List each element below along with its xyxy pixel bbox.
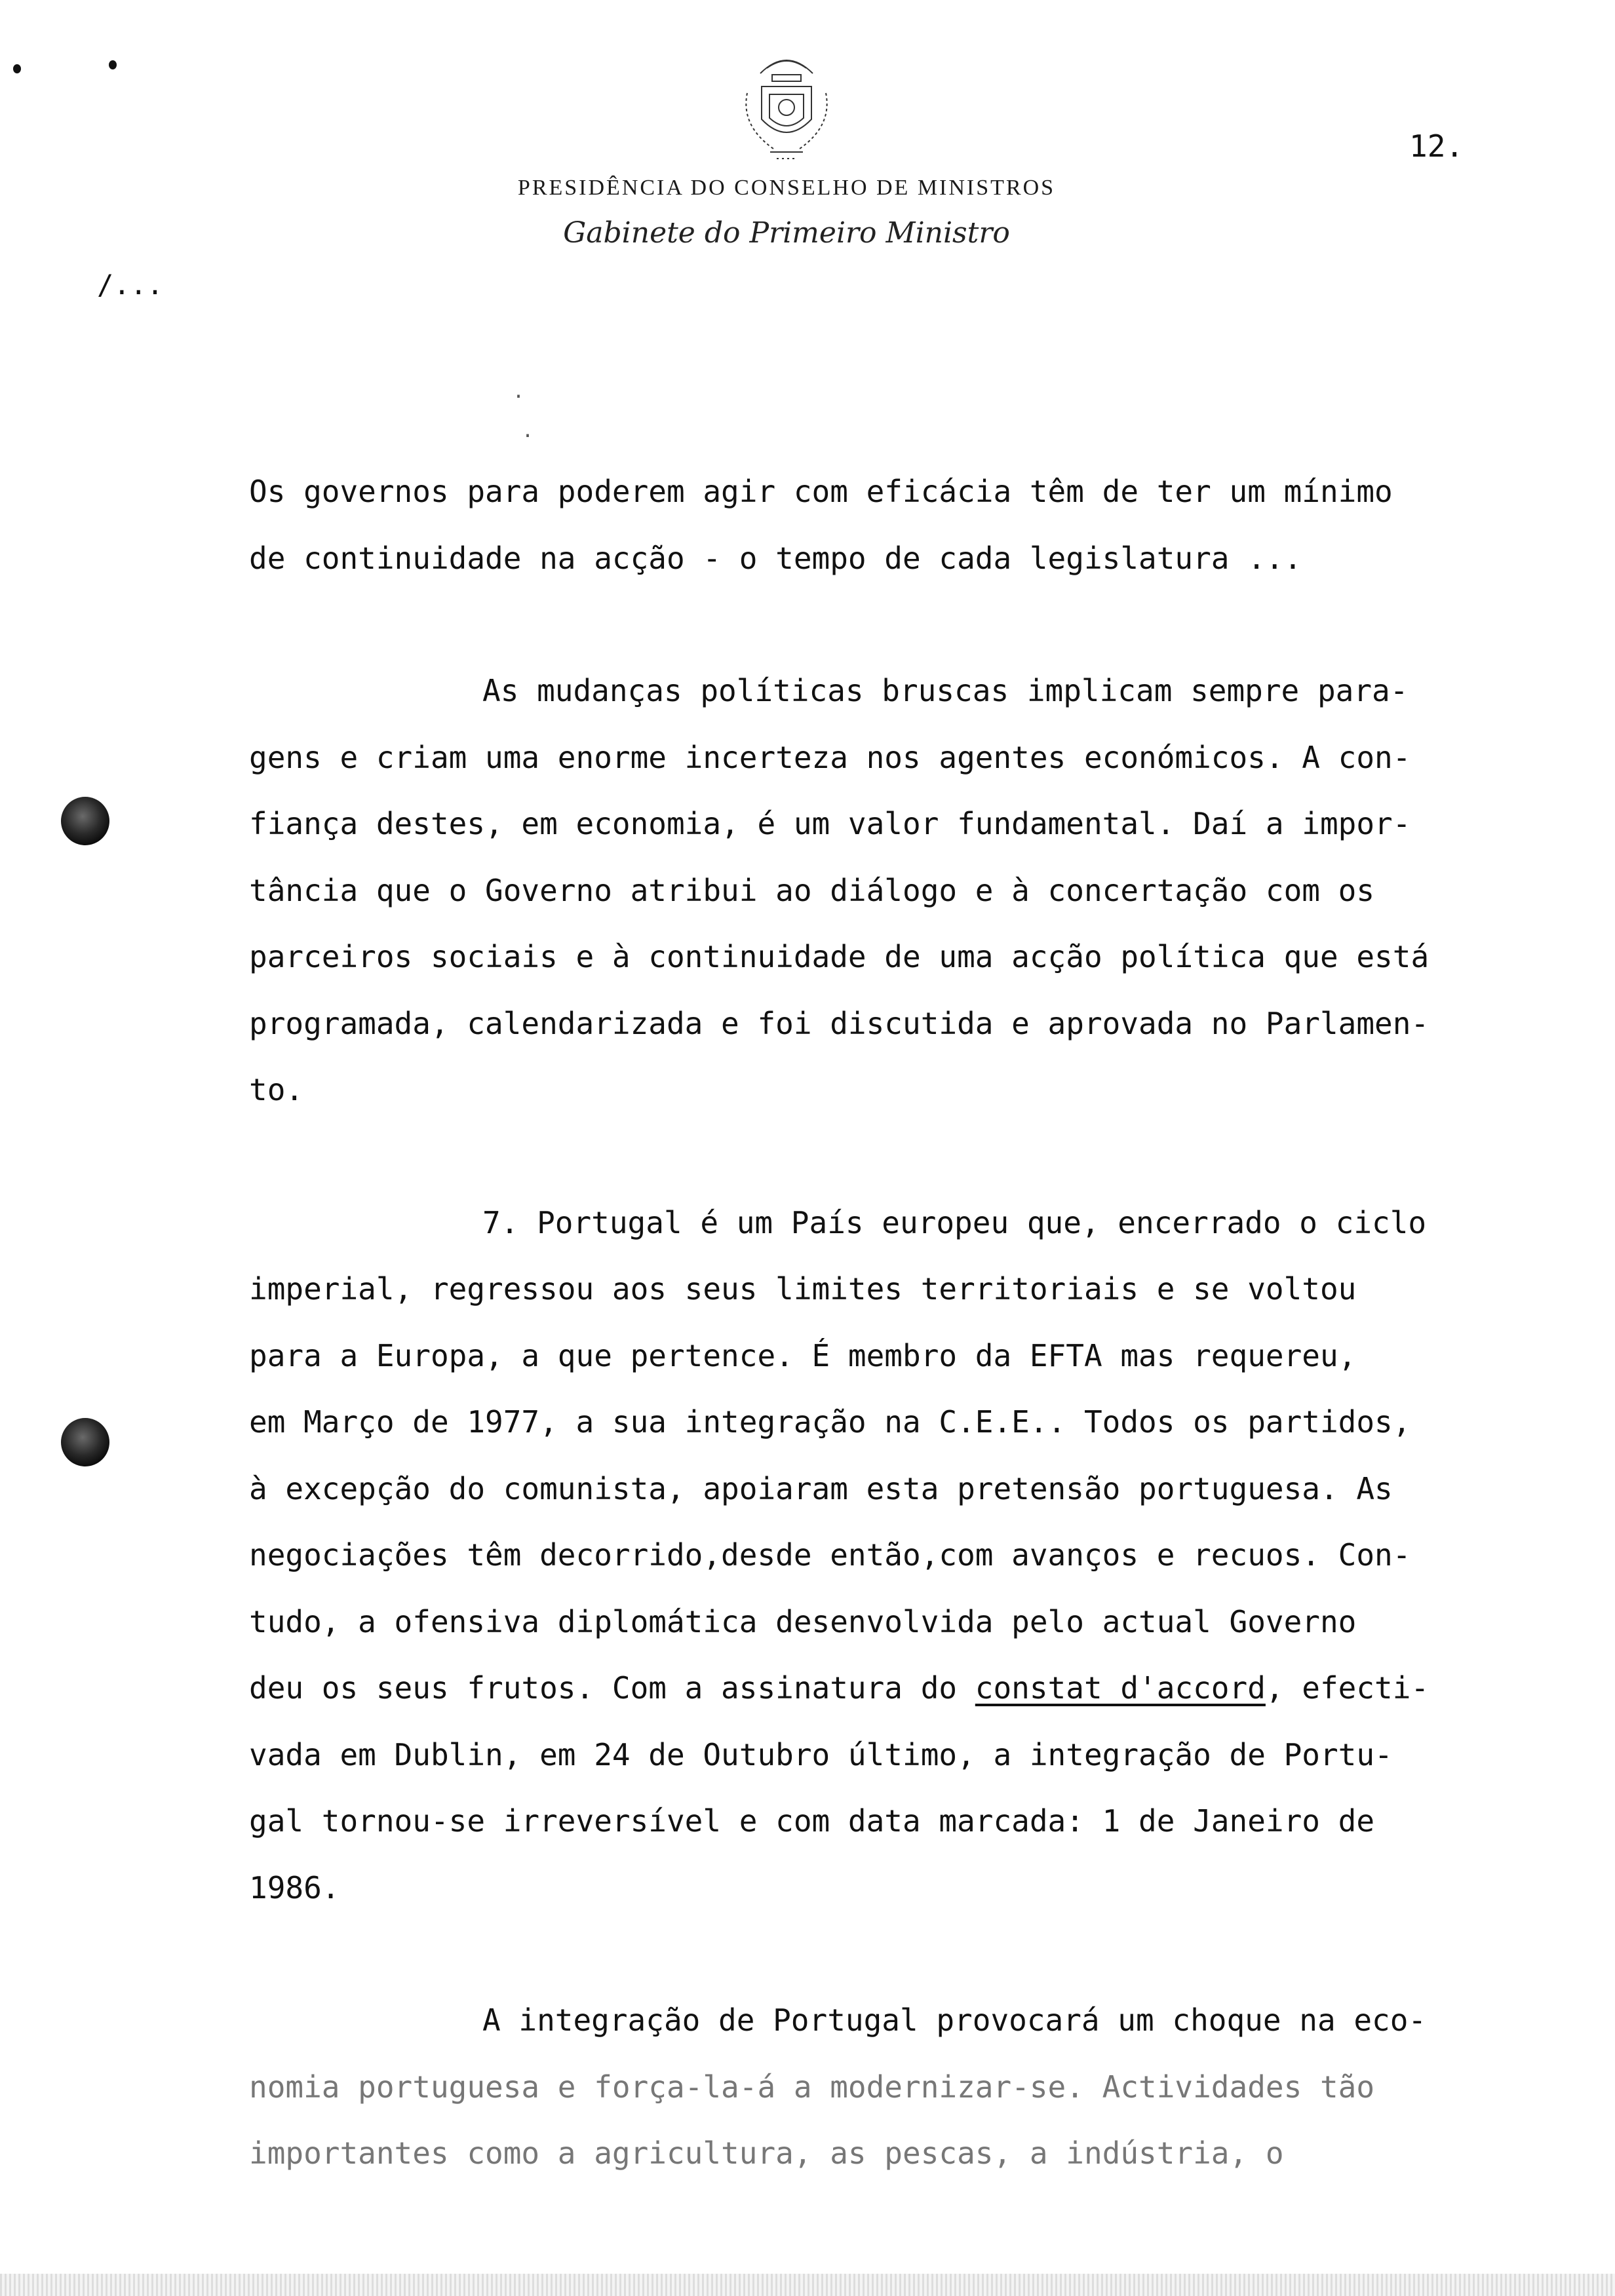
punch-hole [61,1418,109,1466]
text-segment: deu os seus frutos. Com a assinatura do [249,1670,975,1706]
text-line: em Março de 1977, a sua integração na C.E.E.. Todos os partidos, [249,1404,1411,1440]
coat-of-arms-emblem [721,41,852,165]
org-subtitle: Gabinete do Primeiro Ministro [563,216,1010,250]
text-line: Os governos para poderem agir com eficácia têm de ter um mínimo [249,474,1393,509]
continuation-mark: /... [97,269,164,301]
text-line: parceiros sociais e à continuidade de uma acção política que está [249,939,1430,974]
text-segment: , efecti- [1265,1670,1430,1706]
paragraph-gap [249,592,1573,658]
text-line: gal tornou-se irreversível e com data marcada: 1 de Janeiro de [249,1803,1375,1839]
page-number: 12. [1409,128,1464,164]
text-line: As mudanças políticas bruscas implicam sempre para- [482,673,1409,708]
text-line: de continuidade na acção - o tempo de cada legislatura ... [249,540,1302,576]
text-line: 7. Portugal é um País europeu que, encerrado o ciclo [482,1204,1427,1240]
punch-hole [61,797,109,845]
scan-dot [109,60,117,69]
text-line: tância que o Governo atribui ao diálogo e à concertação com os [249,872,1375,908]
text-line: to. [249,1072,304,1107]
scan-speck: . [513,380,525,403]
org-title: PRESIDÊNCIA DO CONSELHO DE MINISTROS [517,176,1056,200]
text-line: gens e criam uma enorme incerteza nos agentes económicos. A con- [249,739,1411,775]
paragraph [249,1190,1573,1922]
paragraph-gap [249,1124,1573,1190]
scan-dot [13,64,21,73]
scan-bottom-edge [0,2274,1615,2296]
text-line: fiança destes, em economia, é um valor fundamental. Daí a impor- [249,806,1411,841]
text-line-with-underline [249,1655,1573,1722]
text-line: importantes como a agricultura, as pescas, a indústria, o [249,2135,1284,2171]
paragraph-gap [249,1921,1573,1987]
underlined-phrase: constat d'accord [975,1670,1266,1706]
text-line: 1986. [249,1869,340,1905]
text-line: A integração de Portugal provocará um choque na eco- [482,2002,1427,2038]
text-line: negociações têm decorrido,desde então,com avanços e recuos. Con- [249,1537,1411,1573]
paragraph [249,1987,1573,2187]
text-line: vada em Dublin, em 24 de Outubro último, a integração de Portu- [249,1736,1393,1772]
scan-speck: . [522,419,534,442]
text-line: nomia portuguesa e força-la-á a modernizar-se. Actividades tão [249,2069,1375,2105]
text-line: tudo, a ofensiva diplomática desenvolvida pelo actual Governo [249,1603,1357,1639]
text-line: à excepção do comunista, apoiaram esta pretensão portuguesa. As [249,1470,1393,1506]
text-line: imperial, regressou aos seus limites territoriais e se voltou [249,1271,1357,1307]
text-line: para a Europa, a que pertence. É membro da EFTA mas requereu, [249,1337,1357,1373]
letter-body [249,459,1573,2187]
paragraph [249,658,1573,1124]
text-line: programada, calendarizada e foi discutida e aprovada no Parlamen- [249,1005,1430,1041]
paragraph [249,459,1573,592]
